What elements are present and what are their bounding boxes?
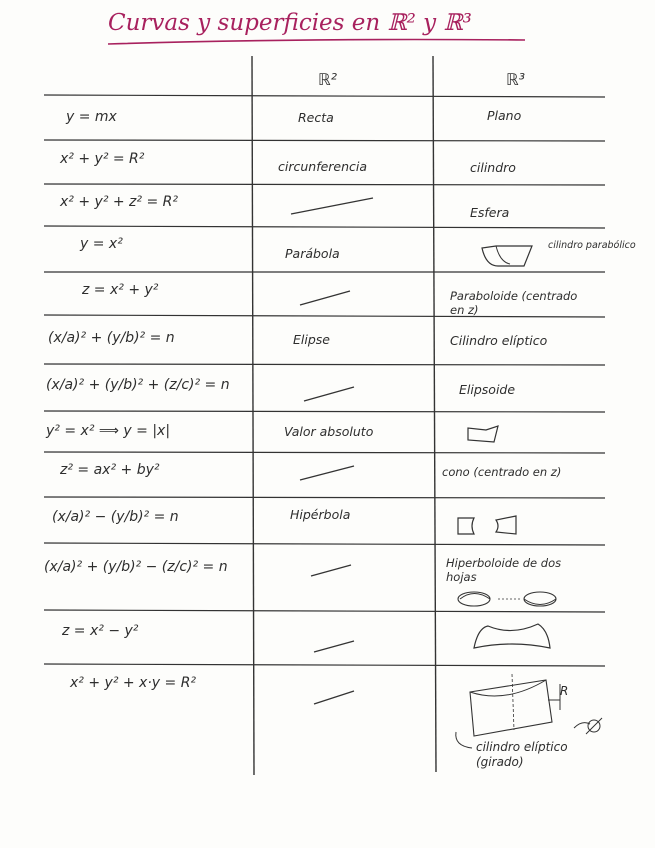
r2-dash-mark: [285, 190, 380, 220]
row-equation: x² + y² + z² = R²: [60, 194, 178, 210]
hyperboloid-two-sheets-sketch: [450, 586, 570, 612]
row-r3-name: Esfera: [470, 205, 510, 220]
row-equation: y = mx: [66, 109, 117, 125]
hyperbola-sketch: [454, 512, 524, 538]
row-r2-name: Elipse: [293, 332, 330, 347]
row-equation: (x/a)² + (y/b)² − (z/c)² = n: [44, 559, 228, 575]
r2-dash-mark: [307, 560, 357, 580]
row-equation: x² + y² = R²: [60, 151, 145, 167]
r2-dash-mark: [310, 686, 360, 708]
page-title: Curvas y superficies en ℝ² y ℝ³: [108, 10, 472, 36]
row-r2-name: Parábola: [285, 246, 340, 261]
header-r3: ℝ³: [506, 70, 526, 89]
row-r2-name: Valor absoluto: [284, 424, 374, 439]
parabolic-cylinder-sketch: [478, 242, 548, 272]
row-equation: z = x² − y²: [62, 623, 139, 639]
header-r2: ℝ²: [318, 70, 338, 89]
row-equation: (x/a)² − (y/b)² = n: [52, 509, 179, 525]
row-r3-name: Elipsoide: [459, 382, 516, 397]
bottom-note: cilindro elíptico (girado): [476, 740, 568, 769]
row-r2-name: Recta: [298, 110, 334, 125]
r2-dash-mark: [300, 381, 360, 406]
row-r2-name: circunferencia: [278, 159, 368, 174]
row-r3-name: cilindro: [470, 160, 516, 175]
saddle-sketch: [468, 618, 558, 656]
r2-dash-mark: [310, 636, 360, 656]
row-equation: y = x²: [80, 236, 123, 252]
r2-dash-mark: [296, 285, 356, 310]
row-equation: (x/a)² + (y/b)² = n: [48, 330, 175, 346]
row-r3-name: cono (centrado en z): [442, 465, 562, 479]
row-r2-name: Hipérbola: [290, 507, 351, 522]
row-equation: z² = ax² + by²: [60, 462, 160, 478]
r2-dash-mark: [296, 460, 361, 485]
note-arrow: [450, 730, 480, 756]
row-equation: (x/a)² + (y/b)² + (z/c)² = n: [46, 377, 230, 393]
row-equation: x² + y² + x·y = R²: [70, 675, 197, 691]
row-r3-name: Plano: [487, 108, 522, 123]
row-r3-name: Hiperboloide de dos hojas: [446, 556, 562, 584]
row-r3-name: cilindro parabólico: [548, 240, 636, 251]
sketch-label-r: R: [560, 684, 569, 698]
row-equation: z = x² + y²: [82, 282, 159, 298]
row-r3-name: Cilindro elíptico: [450, 333, 548, 348]
row-r3-name: Paraboloide (centrado en z): [450, 289, 578, 317]
abs-value-sketch: [464, 420, 504, 446]
row-equation: y² = x² ⟹ y = |x|: [46, 423, 171, 439]
